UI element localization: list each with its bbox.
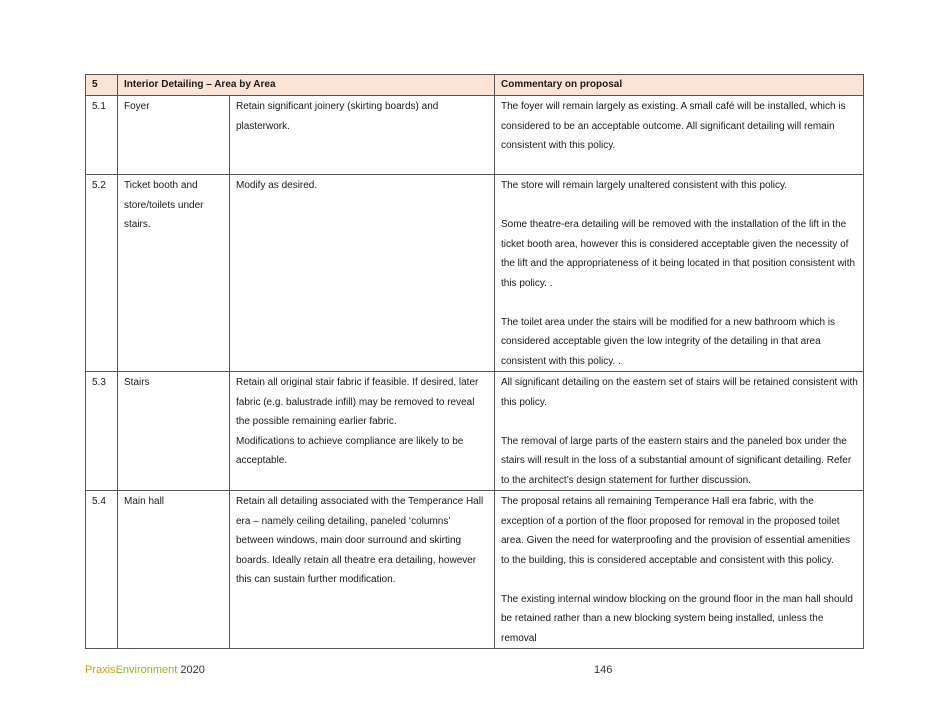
row-policy (230, 491, 495, 649)
row-commentary (495, 372, 864, 491)
row-area: Main hall (118, 491, 230, 649)
commentary-paragraph: The removal of large parts of the eastern stairs and the paneled box under the stairs will result in the loss of a substantial amount of significant detailing. Refer to the architect’s design statement for further discussion. (501, 435, 852, 486)
table-row (86, 491, 864, 649)
brand-name-praxis: Praxis (85, 664, 116, 676)
row-area: Stairs (118, 372, 230, 491)
row-commentary (495, 96, 864, 175)
header-commentary: Commentary on proposal (495, 75, 864, 96)
footer-year: 2020 (177, 664, 205, 676)
policy-paragraph: Retain significant joinery (skirting boards) and plasterwork. (236, 101, 439, 132)
commentary-paragraph: The store will remain largely unaltered consistent with this policy. (501, 180, 788, 191)
row-commentary (495, 175, 864, 372)
footer-brand (85, 664, 205, 676)
row-commentary (495, 491, 864, 649)
policy-paragraph: Retain all original stair fabric if feasible. If desired, later fabric (e.g. balustrade infill) may be removed to reveal the possible remaining earlier fabric. (236, 377, 479, 427)
header-section-title: Interior Detailing – Area by Area (118, 75, 495, 96)
commentary-paragraph: The existing internal window blocking on the ground floor in the man hall should be retained rather than a new blocking system being installed, unless the removal (501, 593, 853, 644)
table-row (86, 372, 864, 491)
table-row (86, 96, 864, 175)
policy-paragraph: Modifications to achieve compliance are likely to be acceptable. (236, 435, 464, 466)
interior-detailing-table (85, 74, 864, 649)
table-header-row (86, 75, 864, 96)
commentary-paragraph: The foyer will remain largely as existing. A small café will be installed, which is considered to be an acceptable outcome. All significant detailing will remain consistent with this policy. (501, 101, 846, 151)
row-area: Foyer (118, 96, 230, 175)
row-policy (230, 175, 495, 372)
commentary-paragraph: All significant detailing on the eastern set of stairs will be retained consistent with this policy. (501, 377, 858, 408)
row-policy (230, 96, 495, 175)
row-number: 5.3 (86, 372, 118, 491)
header-section-number: 5 (86, 75, 118, 96)
row-number: 5.4 (86, 491, 118, 649)
page-number: 146 (594, 664, 613, 676)
commentary-paragraph: Some theatre-era detailing will be removed with the installation of the lift in the ticket booth area, however this is considered acceptable given the necessity of the lift and the appropriateness of it being located in that position consistent with this policy. . (501, 219, 856, 289)
table-row (86, 175, 864, 372)
row-number: 5.2 (86, 175, 118, 372)
commentary-paragraph: The toilet area under the stairs will be modified for a new bathroom which is considered acceptable given the low integrity of the detailing in that area consistent with this policy. . (501, 316, 836, 367)
brand-name-environment: Environment (115, 664, 178, 676)
commentary-paragraph: The proposal retains all remaining Temperance Hall era fabric, with the exception of a portion of the floor proposed for removal in the proposed toilet area. Given the need for waterproofing and the provision of essential amenities to the building, this is considered acceptable and consistent with this policy. (501, 496, 851, 566)
policy-paragraph: Retain all detailing associated with the Temperance Hall era – namely ceiling detailing, paneled ‘columns’ between windows, main door surround and skirting boards. Ideally retain all theatre era detailing, however this can sustain further modification. (236, 496, 484, 585)
row-policy (230, 372, 495, 491)
policy-paragraph: Modify as desired. (236, 180, 318, 191)
row-number: 5.1 (86, 96, 118, 175)
row-area: Ticket booth and store/toilets under stairs. (118, 175, 230, 372)
